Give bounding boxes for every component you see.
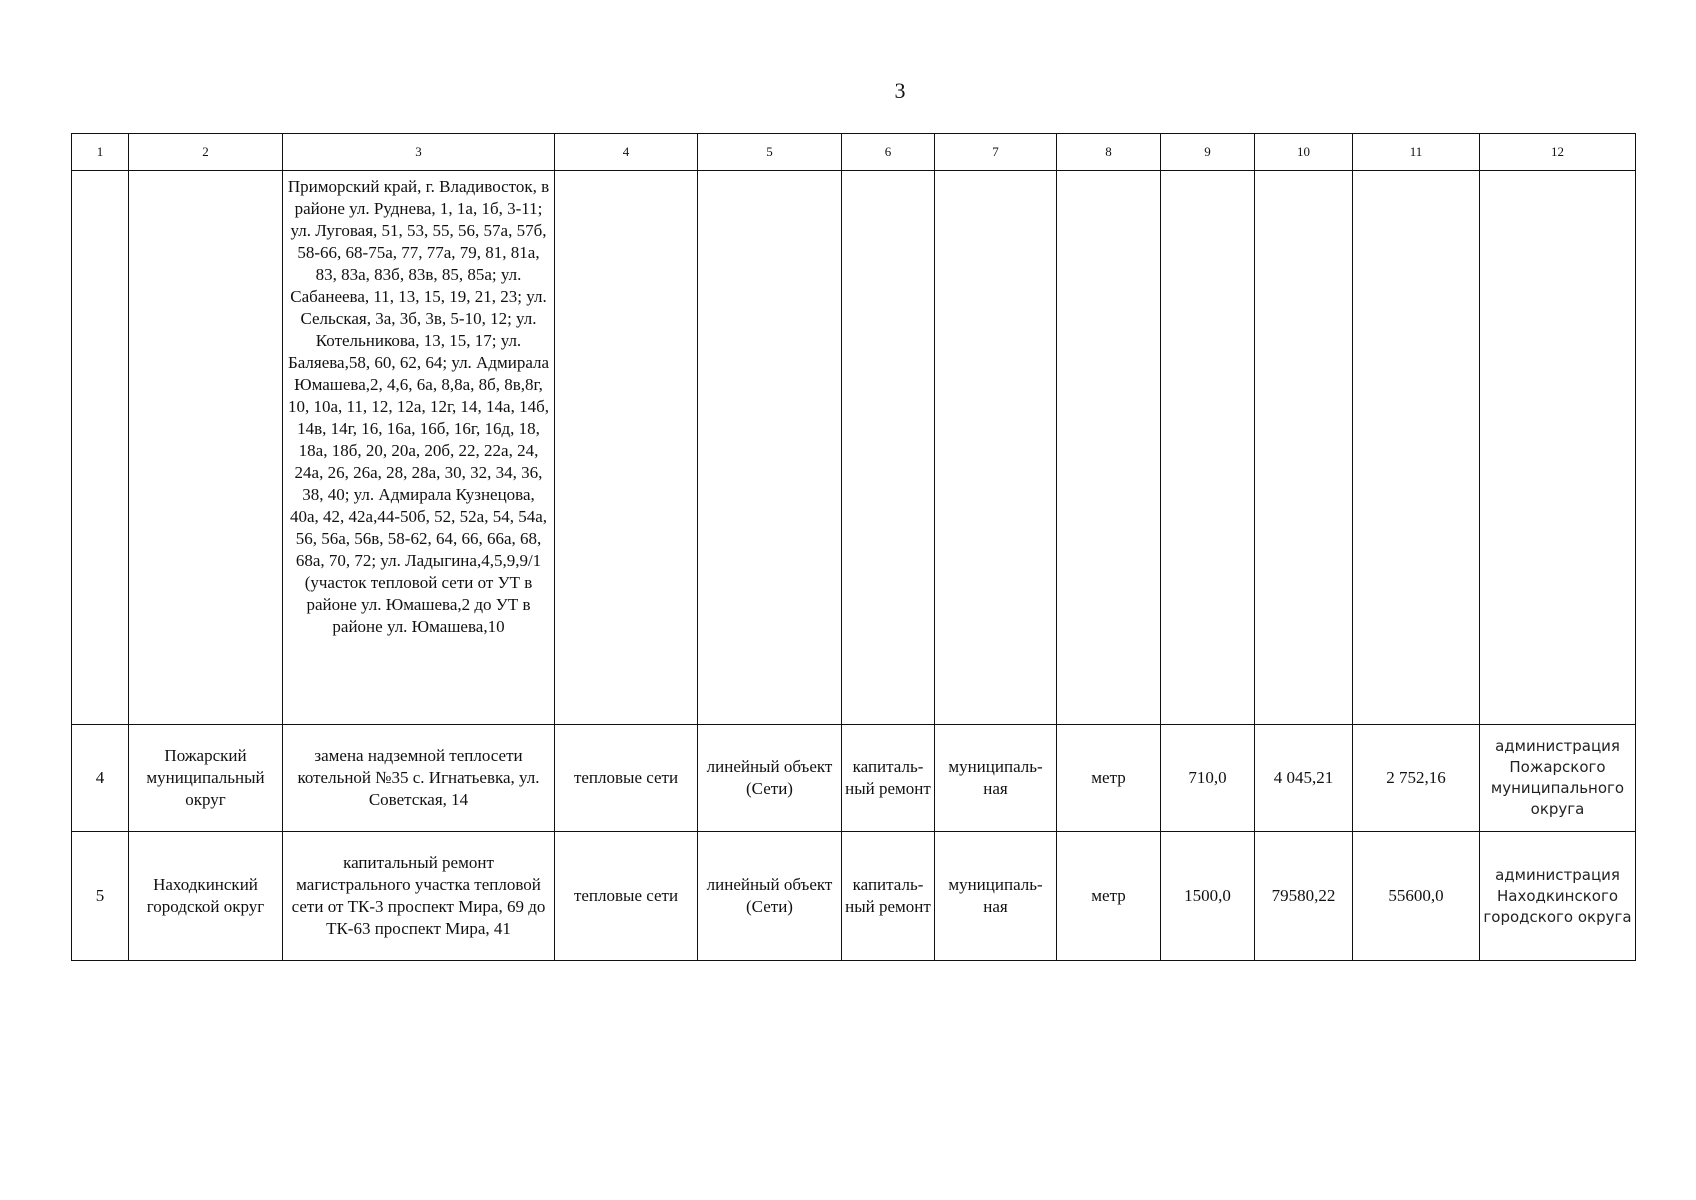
table-cell	[1255, 171, 1353, 725]
unit-cell: метр	[1057, 832, 1161, 961]
column-number-7: 7	[935, 134, 1057, 171]
object-kind-cell: линейный объект (Сети)	[698, 832, 842, 961]
column-number-5: 5	[698, 134, 842, 171]
object-type-cell: тепловые сети	[555, 832, 698, 961]
ownership-cell: муниципаль-ная	[935, 832, 1057, 961]
table-header-row	[72, 134, 1636, 171]
column-number-10: 10	[1255, 134, 1353, 171]
address-cell: Приморский край, г. Владивосток, в районе ул. Руднева, 1, 1а, 1б, 3-11; ул. Луговая, 51, 53, 55, 56, 57а, 57б, 58-66, 68-75а, 77, 77а, 79, 81, 81а, 83, 83а, 83б, 83в, 85, 85а; ул. Сабанеева, 11, 13, 15, 19, 21, 23; ул. Сельская, 3а, 3б, 3в, 5-10, 12; ул. Котельникова, 13, 15, 17; ул. Баляева,58, 60, 62, 64; ул. Адмирала Юмашева,2, 4,6, 6а, 8,8а, 8б, 8в,8г, 10, 10а, 11, 12, 12а, 12г, 14, 14а, 14б, 14в, 14г, 16, 16а, 16б, 16г, 16д, 18, 18а, 18б, 20, 20а, 20б, 22, 22а, 24, 24а, 26, 26а, 28, 28а, 30, 32, 34, 36, 38, 40; ул. Адмирала Кузнецова, 40а, 42, 42а,44-50б, 52, 52а, 54, 54а, 56, 56а, 56в, 58-62, 64, 66, 66а, 68, 68а, 70, 72; ул. Ладыгина,4,5,9,9/1 (участок тепловой сети от УТ в районе ул. Юмашева,2 до УТ в районе ул. Юмашева,10	[283, 171, 555, 725]
column-number-3: 3	[283, 134, 555, 171]
table-cell	[1480, 171, 1636, 725]
row-number: 5	[72, 832, 129, 961]
work-type-cell: капиталь-ный ремонт	[842, 832, 935, 961]
column-number-12: 12	[1480, 134, 1636, 171]
table-row-continuation	[72, 171, 1636, 725]
ownership-cell: муниципаль-ная	[935, 725, 1057, 832]
table-cell	[1161, 171, 1255, 725]
table-cell	[935, 171, 1057, 725]
column-number-6: 6	[842, 134, 935, 171]
column-number-1: 1	[72, 134, 129, 171]
column-number-9: 9	[1161, 134, 1255, 171]
table-cell	[72, 171, 129, 725]
works-table	[71, 133, 1636, 961]
column-number-4: 4	[555, 134, 698, 171]
column-number-8: 8	[1057, 134, 1161, 171]
object-kind-cell: линейный объект (Сети)	[698, 725, 842, 832]
table-cell	[1057, 171, 1161, 725]
description-cell: замена надземной теплосети котельной №35 с. Игнатьевка, ул. Советская, 14	[283, 725, 555, 832]
description-cell: капитальный ремонт магистрального участка тепловой сети от ТК-3 проспект Мира, 69 до ТК-63 проспект Мира, 41	[283, 832, 555, 961]
responsible-cell: администрация Пожарского муниципального округа	[1480, 725, 1636, 832]
cost-subsidy-cell: 2 752,16	[1353, 725, 1480, 832]
responsible-cell: администрация Находкинского городского округа	[1480, 832, 1636, 961]
table-cell	[1353, 171, 1480, 725]
unit-cell: метр	[1057, 725, 1161, 832]
work-type-cell: капиталь-ный ремонт	[842, 725, 935, 832]
table-cell	[555, 171, 698, 725]
municipality-cell: Находкинский городской округ	[129, 832, 283, 961]
cost-subsidy-cell: 55600,0	[1353, 832, 1480, 961]
object-type-cell: тепловые сети	[555, 725, 698, 832]
quantity-cell: 710,0	[1161, 725, 1255, 832]
row-number: 4	[72, 725, 129, 832]
table-cell	[842, 171, 935, 725]
page-number: 3	[894, 78, 906, 103]
quantity-cell: 1500,0	[1161, 832, 1255, 961]
table-cell	[129, 171, 283, 725]
table-row	[72, 725, 1636, 832]
table-cell	[698, 171, 842, 725]
cost-total-cell: 4 045,21	[1255, 725, 1353, 832]
column-number-2: 2	[129, 134, 283, 171]
table-row	[72, 832, 1636, 961]
municipality-cell: Пожарский муниципальный округ	[129, 725, 283, 832]
column-number-11: 11	[1353, 134, 1480, 171]
cost-total-cell: 79580,22	[1255, 832, 1353, 961]
